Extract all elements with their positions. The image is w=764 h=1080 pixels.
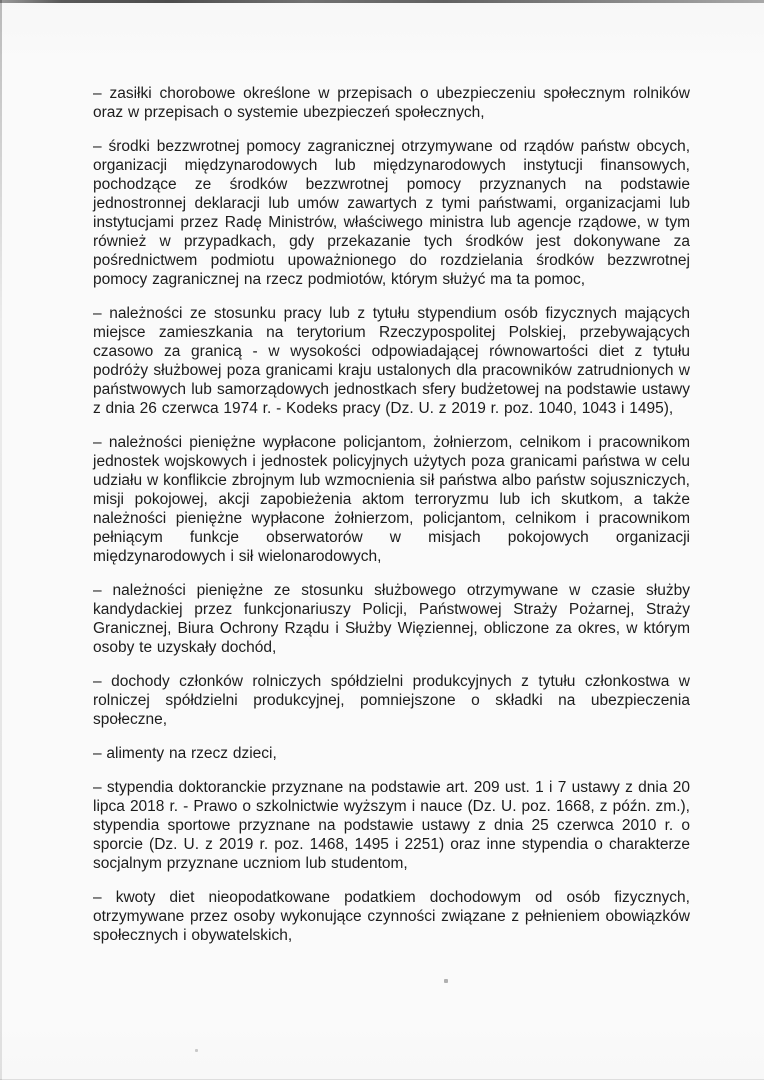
scan-edge-top [0, 0, 764, 3]
paragraph-kwoty-diet: – kwoty diet nieopodatkowane podatkiem dochodowym od osób fizycznych, otrzymywane przez osoby wykonujące czynności związane z pełnieniem obowiązków społecznych i obywatelskich, [93, 889, 690, 944]
paragraph-zasilki-chorobowe: – zasiłki chorobowe określone w przepisach o ubezpieczeniu społecznym rolników oraz w przepisach o systemie ubezpieczeń społecznych, [93, 85, 690, 121]
paragraph-naleznosci-policjanci-zolnierze: – należności pieniężne wypłacone policjantom, żołnierzom, celnikom i pracownikom jednostek wojskowych i jednostek policyjnych użytych poza granicami państwa w celu udziału w konflikcie zbrojnym lub wzmocnienia sił państwa albo państw sojuszniczych, misji pokojowej, akcji zapobieżenia aktom terroryzmu lub ich skutkom, a także należności pieniężne wypłacone żołnierzom, policjantom, celnikom i pracownikom pełniącym funkcje obserwatorów w misjach pokojowych organizacji międzynarodowych i sił wielonarodowych, [93, 434, 690, 565]
paragraph-naleznosci-stosunek-pracy: – należności ze stosunku pracy lub z tytułu stypendium osób fizycznych mających miejsce zamieszkania na terytorium Rzeczypospolitej Polskiej, przebywających czasowo za granicą - w wysokości odpowiadającej równowartości diet z tytułu podróży służbowej poza granicami kraju ustalonych dla pracowników zatrudnionych w państwowych lub samorządowych jednostkach sfery budżetowej na podstawie ustawy z dnia 26 czerwca 1974 r. - Kodeks pracy (Dz. U. z 2019 r. poz. 1040, 1043 i 1495), [93, 305, 690, 417]
paragraph-dochody-spoldzielni: – dochody członków rolniczych spółdzielni produkcyjnych z tytułu członkostwa w rolniczej spółdzielni produkcyjnej, pomniejszone o składki na ubezpieczenia społeczne, [93, 673, 690, 728]
paragraph-srodki-bezzwrotnej: – środki bezzwrotnej pomocy zagranicznej otrzymywane od rządów państw obcych, organizacji międzynarodowych lub międzynarodowych instytucji finansowych, pochodzące ze środków bezzwrotnej pomocy przyznanych na podstawie jednostronnej deklaracji lub umów zawartych z tymi państwami, organizacjami lub instytucjami przez Radę Ministrów, właściwego ministra lub agencje rządowe, w tym również w przypadkach, gdy przekazanie tych środków jest dokonywane za pośrednictwem podmiotu upoważnionego do rozdzielania środków bezzwrotnej pomocy zagranicznej na rzecz podmiotów, którym służyć ma ta pomoc, [93, 138, 690, 288]
scan-speck [444, 979, 448, 983]
paragraph-stypendia: – stypendia doktoranckie przyznane na podstawie art. 209 ust. 1 i 7 ustawy z dnia 20 lipca 2018 r. - Prawo o szkolnictwie wyższym i nauce (Dz. U. poz. 1668, z późn. zm.), stypendia sportowe przyznane na podstawie ustawy z dnia 25 czerwca 2010 r. o sporcie (Dz. U. z 2019 r. poz. 1468, 1495 i 2251) oraz inne stypendia o charakterze socjalnym przyznane uczniom lub studentom, [93, 779, 690, 872]
paragraph-alimenty: – alimenty na rzecz dzieci, [93, 745, 277, 762]
paragraph-naleznosci-sluzba-kandydacka: – należności pieniężne ze stosunku służbowego otrzymywane w czasie służby kandydackiej przez funkcjonariuszy Policji, Państwowej Straży Pożarnej, Straży Granicznej, Biura Ochrony Rządu i Służby Więziennej, obliczone za okres, w którym osoby te uzyskały dochód, [93, 582, 690, 656]
scan-edge-left [0, 0, 2, 1080]
scan-speck [195, 1049, 198, 1052]
document-text-block [93, 84, 690, 960]
